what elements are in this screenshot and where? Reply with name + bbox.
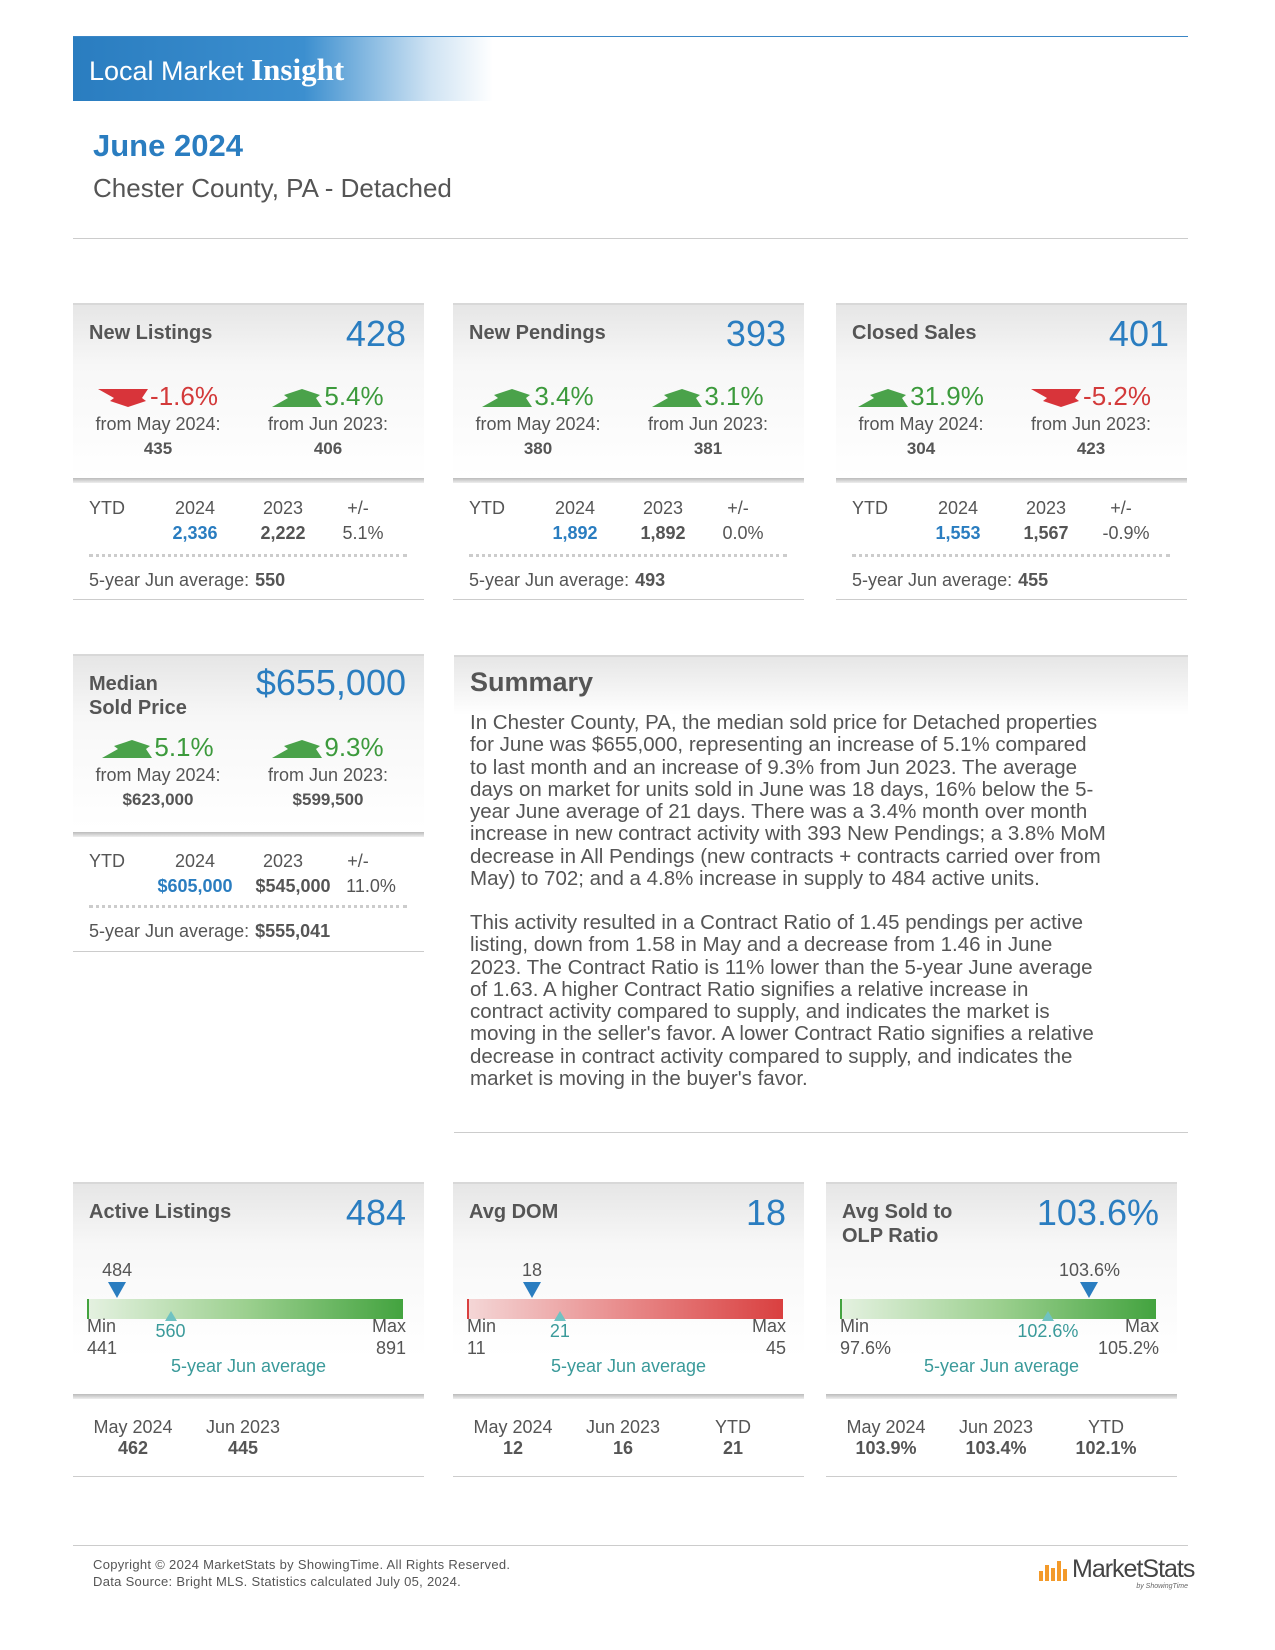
ytd-value-prior: 1,567 — [1023, 523, 1069, 543]
gauge-stat — [836, 1417, 936, 1459]
ytd-change-label: +/- — [1110, 498, 1132, 518]
gauge-stat — [946, 1417, 1046, 1459]
ytd-value-current: 1,553 — [935, 523, 981, 543]
gauge-current-label: 103.6% — [1058, 1260, 1120, 1280]
card-title-line1: Median — [89, 673, 158, 695]
ytd-label: YTD — [89, 498, 125, 518]
gauge-bar — [840, 1299, 1156, 1319]
gauge-stat-value: 462 — [117, 1438, 149, 1458]
gauge-stat-value: 103.9% — [855, 1438, 917, 1458]
change-label: from Jun 2023: — [647, 414, 769, 434]
gauge-min-value: 11 — [467, 1338, 486, 1358]
brand-light: Local Market — [89, 56, 244, 86]
ytd-value-current: 1,892 — [552, 523, 598, 543]
gauge-min-label: Min — [840, 1316, 870, 1336]
change-pct: -1.6% — [150, 381, 218, 411]
card-value: 428 — [345, 313, 406, 354]
five-year-average-label: 5-year Jun average: — [89, 570, 250, 590]
gauge-average-caption: 5-year Jun average — [550, 1356, 707, 1376]
gauge-min-label: Min — [467, 1316, 497, 1336]
gauge-sold-to-olp — [826, 1182, 1177, 1477]
ytd-label: YTD — [852, 498, 888, 518]
five-year-average — [852, 570, 1048, 591]
card-title-line2: Sold Price — [89, 697, 187, 719]
average-marker-icon — [1042, 1311, 1054, 1321]
summary-line: days on market for units sold in June was 18 days, 16% below the 5- — [470, 777, 1094, 801]
gauge-value: 484 — [345, 1192, 406, 1233]
summary-line: 2023. The Contract Ratio is 11% lower than the 5-year June average — [470, 955, 1093, 979]
change-label: from May 2024: — [95, 414, 221, 434]
gauge-stat — [83, 1417, 183, 1459]
gauge-stat — [683, 1417, 783, 1459]
card-new-pendings — [453, 303, 804, 593]
gauge-title — [842, 1200, 952, 1248]
change-pct: 3.4% — [534, 381, 594, 411]
dotted-divider — [852, 554, 1170, 557]
change-block — [453, 381, 623, 459]
gauge-separator — [826, 1394, 1177, 1399]
card-title — [89, 672, 187, 720]
gauge-stat-label: Jun 2023 — [958, 1417, 1034, 1437]
gauge-average-value: 102.6% — [1017, 1321, 1079, 1341]
change-value: 380 — [523, 439, 553, 458]
ytd-change-label: +/- — [347, 498, 369, 518]
marketstats-logo — [1038, 1555, 1195, 1595]
dotted-divider — [89, 554, 407, 557]
gauge-bottom-rule — [73, 1476, 424, 1477]
current-marker-icon — [108, 1282, 126, 1298]
ytd-value-current: 2,336 — [172, 523, 218, 543]
five-year-average-value: 550 — [255, 570, 286, 590]
ytd-value-current: $605,000 — [157, 876, 233, 896]
card-title: Closed Sales — [852, 322, 977, 344]
footer-copyright: Copyright © 2024 MarketStats by ShowingTime. All Rights Reserved. — [93, 1557, 511, 1572]
change-value: 406 — [313, 439, 343, 458]
average-marker-icon — [165, 1311, 177, 1321]
gauge-average-caption: 5-year Jun average — [923, 1356, 1080, 1376]
average-marker-icon — [554, 1311, 566, 1321]
change-block — [73, 381, 243, 459]
ytd-change-value: 11.0% — [346, 876, 396, 896]
current-marker-icon — [1080, 1282, 1098, 1298]
change-value: 304 — [906, 439, 936, 458]
gauge-separator — [453, 1394, 804, 1399]
gauge-current-label: 484 — [102, 1260, 133, 1280]
card-title: New Listings — [89, 322, 213, 344]
card-value: 401 — [1108, 313, 1169, 354]
change-label: from May 2024: — [95, 765, 221, 785]
ytd-year-prior: 2023 — [642, 498, 684, 518]
ytd-value-prior: 2,222 — [260, 523, 306, 543]
gauge-stat-label: May 2024 — [846, 1417, 926, 1437]
gauge-bottom-rule — [453, 1476, 804, 1477]
gauge-bar — [87, 1299, 403, 1319]
ytd-change-value: 5.1% — [342, 523, 384, 543]
five-year-average — [89, 921, 330, 942]
gauge-max-label: Max — [751, 1316, 786, 1336]
change-label: from Jun 2023: — [1030, 414, 1152, 434]
card-title: New Pendings — [469, 322, 606, 344]
brand-title — [89, 52, 344, 88]
gauge-stat — [1056, 1417, 1156, 1459]
change-label: from May 2024: — [475, 414, 601, 434]
card-separator — [73, 478, 424, 483]
five-year-average-value: 493 — [635, 570, 666, 590]
summary-line: decrease in All Pendings (new contracts + contracts carried over from — [470, 844, 1101, 868]
five-year-average — [469, 570, 665, 591]
gauge-stat-value: 103.4% — [965, 1438, 1027, 1458]
gauge-stat-label: May 2024 — [93, 1417, 173, 1437]
report-area: Chester County, PA - Detached — [93, 173, 452, 203]
card-closed-sales — [836, 303, 1187, 593]
footer-source: Data Source: Bright MLS. Statistics calculated July 05, 2024. — [93, 1574, 462, 1589]
change-value: 381 — [693, 439, 723, 458]
gauge-min-value: 97.6% — [840, 1338, 892, 1358]
summary-line: for June was $655,000, representing an increase of 5.1% compared — [470, 733, 1087, 757]
change-block — [623, 381, 793, 459]
change-block — [243, 381, 413, 459]
summary-line: to last month and an increase of 9.3% from Jun 2023. The average — [470, 755, 1078, 779]
summary-line: In Chester County, PA, the median sold price for Detached properties — [470, 711, 1098, 734]
change-pct: -5.2% — [1083, 381, 1151, 411]
dotted-divider — [469, 554, 787, 557]
change-value: $623,000 — [122, 790, 194, 809]
change-value: $599,500 — [292, 790, 364, 809]
ytd-year-current: 2024 — [937, 498, 979, 518]
summary-line: year June average of 21 days. There was a 3.4% month over month — [470, 800, 1088, 824]
card-separator — [453, 478, 804, 483]
ytd-change-value: -0.9% — [1102, 523, 1150, 543]
arrow-up-icon — [272, 387, 322, 409]
gauge-title-line1: Avg Sold to — [842, 1201, 953, 1223]
card-bottom-rule — [73, 599, 424, 600]
gauge-avg-dom — [453, 1182, 804, 1477]
card-value: $655,000 — [255, 662, 406, 703]
gauge-bottom-rule — [826, 1476, 1177, 1477]
gauge-stat-value: 12 — [502, 1438, 524, 1458]
summary-line: This activity resulted in a Contract Ratio of 1.45 pendings per active — [470, 911, 1084, 934]
summary-line: listing, down from 1.58 in May and a decrease from 1.46 in June — [470, 933, 1053, 957]
ytd-year-prior: 2023 — [1025, 498, 1067, 518]
ytd-year-current: 2024 — [554, 498, 596, 518]
ytd-year-prior: 2023 — [262, 498, 304, 518]
change-label: from May 2024: — [858, 414, 984, 434]
summary-line: increase in new contract activity with 393 New Pendings; a 3.8% MoM — [470, 822, 1106, 846]
gauge-stat — [193, 1417, 293, 1459]
summary-line: contract activity compared to supply, and indicates the market is — [470, 1000, 1050, 1024]
summary-line: decrease in contract activity compared to supply, and indicates the — [470, 1044, 1073, 1068]
bar-chart-icon — [1038, 1557, 1068, 1581]
ytd-label: YTD — [89, 851, 125, 871]
gauge-min-value: 441 — [87, 1338, 118, 1358]
change-pct: 5.1% — [154, 732, 214, 762]
ytd-year-prior: 2023 — [262, 851, 304, 871]
gauge-stat-label: Jun 2023 — [205, 1417, 281, 1437]
gauge-max-value: 105.2% — [1097, 1338, 1159, 1358]
gauge-max-label: Max — [371, 1316, 406, 1336]
current-marker-icon — [523, 1282, 541, 1298]
summary-line: May) to 702; and a 4.8% increase in supply to 484 active units. — [470, 867, 1040, 891]
gauge-stat — [573, 1417, 673, 1459]
gauge-average-value: 560 — [155, 1321, 186, 1341]
five-year-average-label: 5-year Jun average: — [469, 570, 630, 590]
gauge-stat-value: 16 — [612, 1438, 634, 1458]
summary-title: Summary — [470, 667, 594, 697]
gauge-current-label: 18 — [522, 1260, 543, 1280]
arrow-up-icon — [102, 738, 152, 760]
change-block — [243, 732, 413, 810]
change-label: from Jun 2023: — [267, 765, 389, 785]
summary-divider — [454, 1132, 1188, 1133]
arrow-up-icon — [652, 387, 702, 409]
change-pct: 3.1% — [704, 381, 764, 411]
gauge-max-value: 45 — [765, 1338, 786, 1358]
gauge-average-caption: 5-year Jun average — [170, 1356, 327, 1376]
ytd-change-value: 0.0% — [722, 523, 764, 543]
change-pct: 5.4% — [324, 381, 384, 411]
card-separator — [836, 478, 1187, 483]
gauge-stat-label: May 2024 — [473, 1417, 553, 1437]
gauge-value: 18 — [745, 1192, 786, 1233]
logo-text: MarketStats — [1072, 1555, 1195, 1583]
card-bottom-rule — [453, 599, 804, 600]
ytd-year-current: 2024 — [174, 851, 216, 871]
report-month: June 2024 — [93, 128, 243, 163]
gauge-stat-label: Jun 2023 — [585, 1417, 661, 1437]
gauge-average-value: 21 — [549, 1321, 570, 1341]
arrow-up-icon — [272, 738, 322, 760]
card-median-sold-price — [73, 654, 424, 954]
ytd-label: YTD — [469, 498, 505, 518]
summary-panel — [454, 655, 1188, 1135]
gauge-bar — [467, 1299, 783, 1319]
ytd-value-prior: 1,892 — [640, 523, 686, 543]
gauge-active-listings — [73, 1182, 424, 1477]
gauge-max-label: Max — [1124, 1316, 1159, 1336]
gauge-separator — [73, 1394, 424, 1399]
summary-paragraph-1 — [470, 712, 1170, 890]
arrow-down-icon — [98, 387, 148, 409]
gauge-value: 103.6% — [1036, 1192, 1159, 1233]
card-new-listings — [73, 303, 424, 593]
summary-line: moving in the seller's favor. A lower Contract Ratio signifies a relative — [470, 1022, 1094, 1046]
change-label: from Jun 2023: — [267, 414, 389, 434]
gauge-stat-value: 21 — [722, 1438, 744, 1458]
change-block — [73, 732, 243, 810]
change-block — [1006, 381, 1176, 459]
change-pct: 9.3% — [324, 732, 384, 762]
ytd-year-current: 2024 — [174, 498, 216, 518]
gauge-min-label: Min — [87, 1316, 117, 1336]
gauge-stat-value: 445 — [227, 1438, 259, 1458]
ytd-value-prior: $545,000 — [255, 876, 331, 896]
change-value: 435 — [143, 439, 173, 458]
ytd-change-label: +/- — [727, 498, 749, 518]
gauge-stat-label: YTD — [1088, 1417, 1124, 1437]
gauge-title-line2: OLP Ratio — [842, 1225, 939, 1247]
logo-subtext: by ShowingTime — [1136, 1583, 1188, 1590]
header-rule — [73, 36, 1188, 37]
summary-line: of 1.63. A higher Contract Ratio signifies a relative increase in — [470, 977, 1029, 1001]
card-value: 393 — [725, 313, 786, 354]
footer-divider — [73, 1545, 1188, 1546]
five-year-average-label: 5-year Jun average: — [89, 921, 250, 941]
five-year-average-value: 455 — [1018, 570, 1049, 590]
ytd-change-label: +/- — [347, 851, 369, 871]
five-year-average — [89, 570, 285, 591]
gauge-stat — [463, 1417, 563, 1459]
five-year-average-value: $555,041 — [255, 921, 331, 941]
summary-line: market is moving in the buyer's favor. — [470, 1067, 808, 1091]
header-divider — [73, 238, 1188, 239]
gauge-stat-label: YTD — [715, 1417, 751, 1437]
card-separator — [73, 832, 424, 837]
arrow-down-icon — [1031, 387, 1081, 409]
brand-bold: Insight — [251, 52, 345, 87]
card-bottom-rule — [73, 951, 424, 952]
five-year-average-label: 5-year Jun average: — [852, 570, 1013, 590]
gauge-stat-value: 102.1% — [1075, 1438, 1137, 1458]
summary-paragraph-2 — [470, 912, 1170, 1090]
change-block — [836, 381, 1006, 459]
arrow-up-icon — [482, 387, 532, 409]
gauge-title: Active Listings — [89, 1201, 232, 1223]
dotted-divider — [89, 905, 407, 908]
card-bottom-rule — [836, 599, 1187, 600]
arrow-up-icon — [858, 387, 908, 409]
gauge-max-value: 891 — [375, 1338, 406, 1358]
change-pct: 31.9% — [910, 381, 984, 411]
gauge-title: Avg DOM — [469, 1201, 559, 1223]
change-value: 423 — [1076, 439, 1106, 458]
